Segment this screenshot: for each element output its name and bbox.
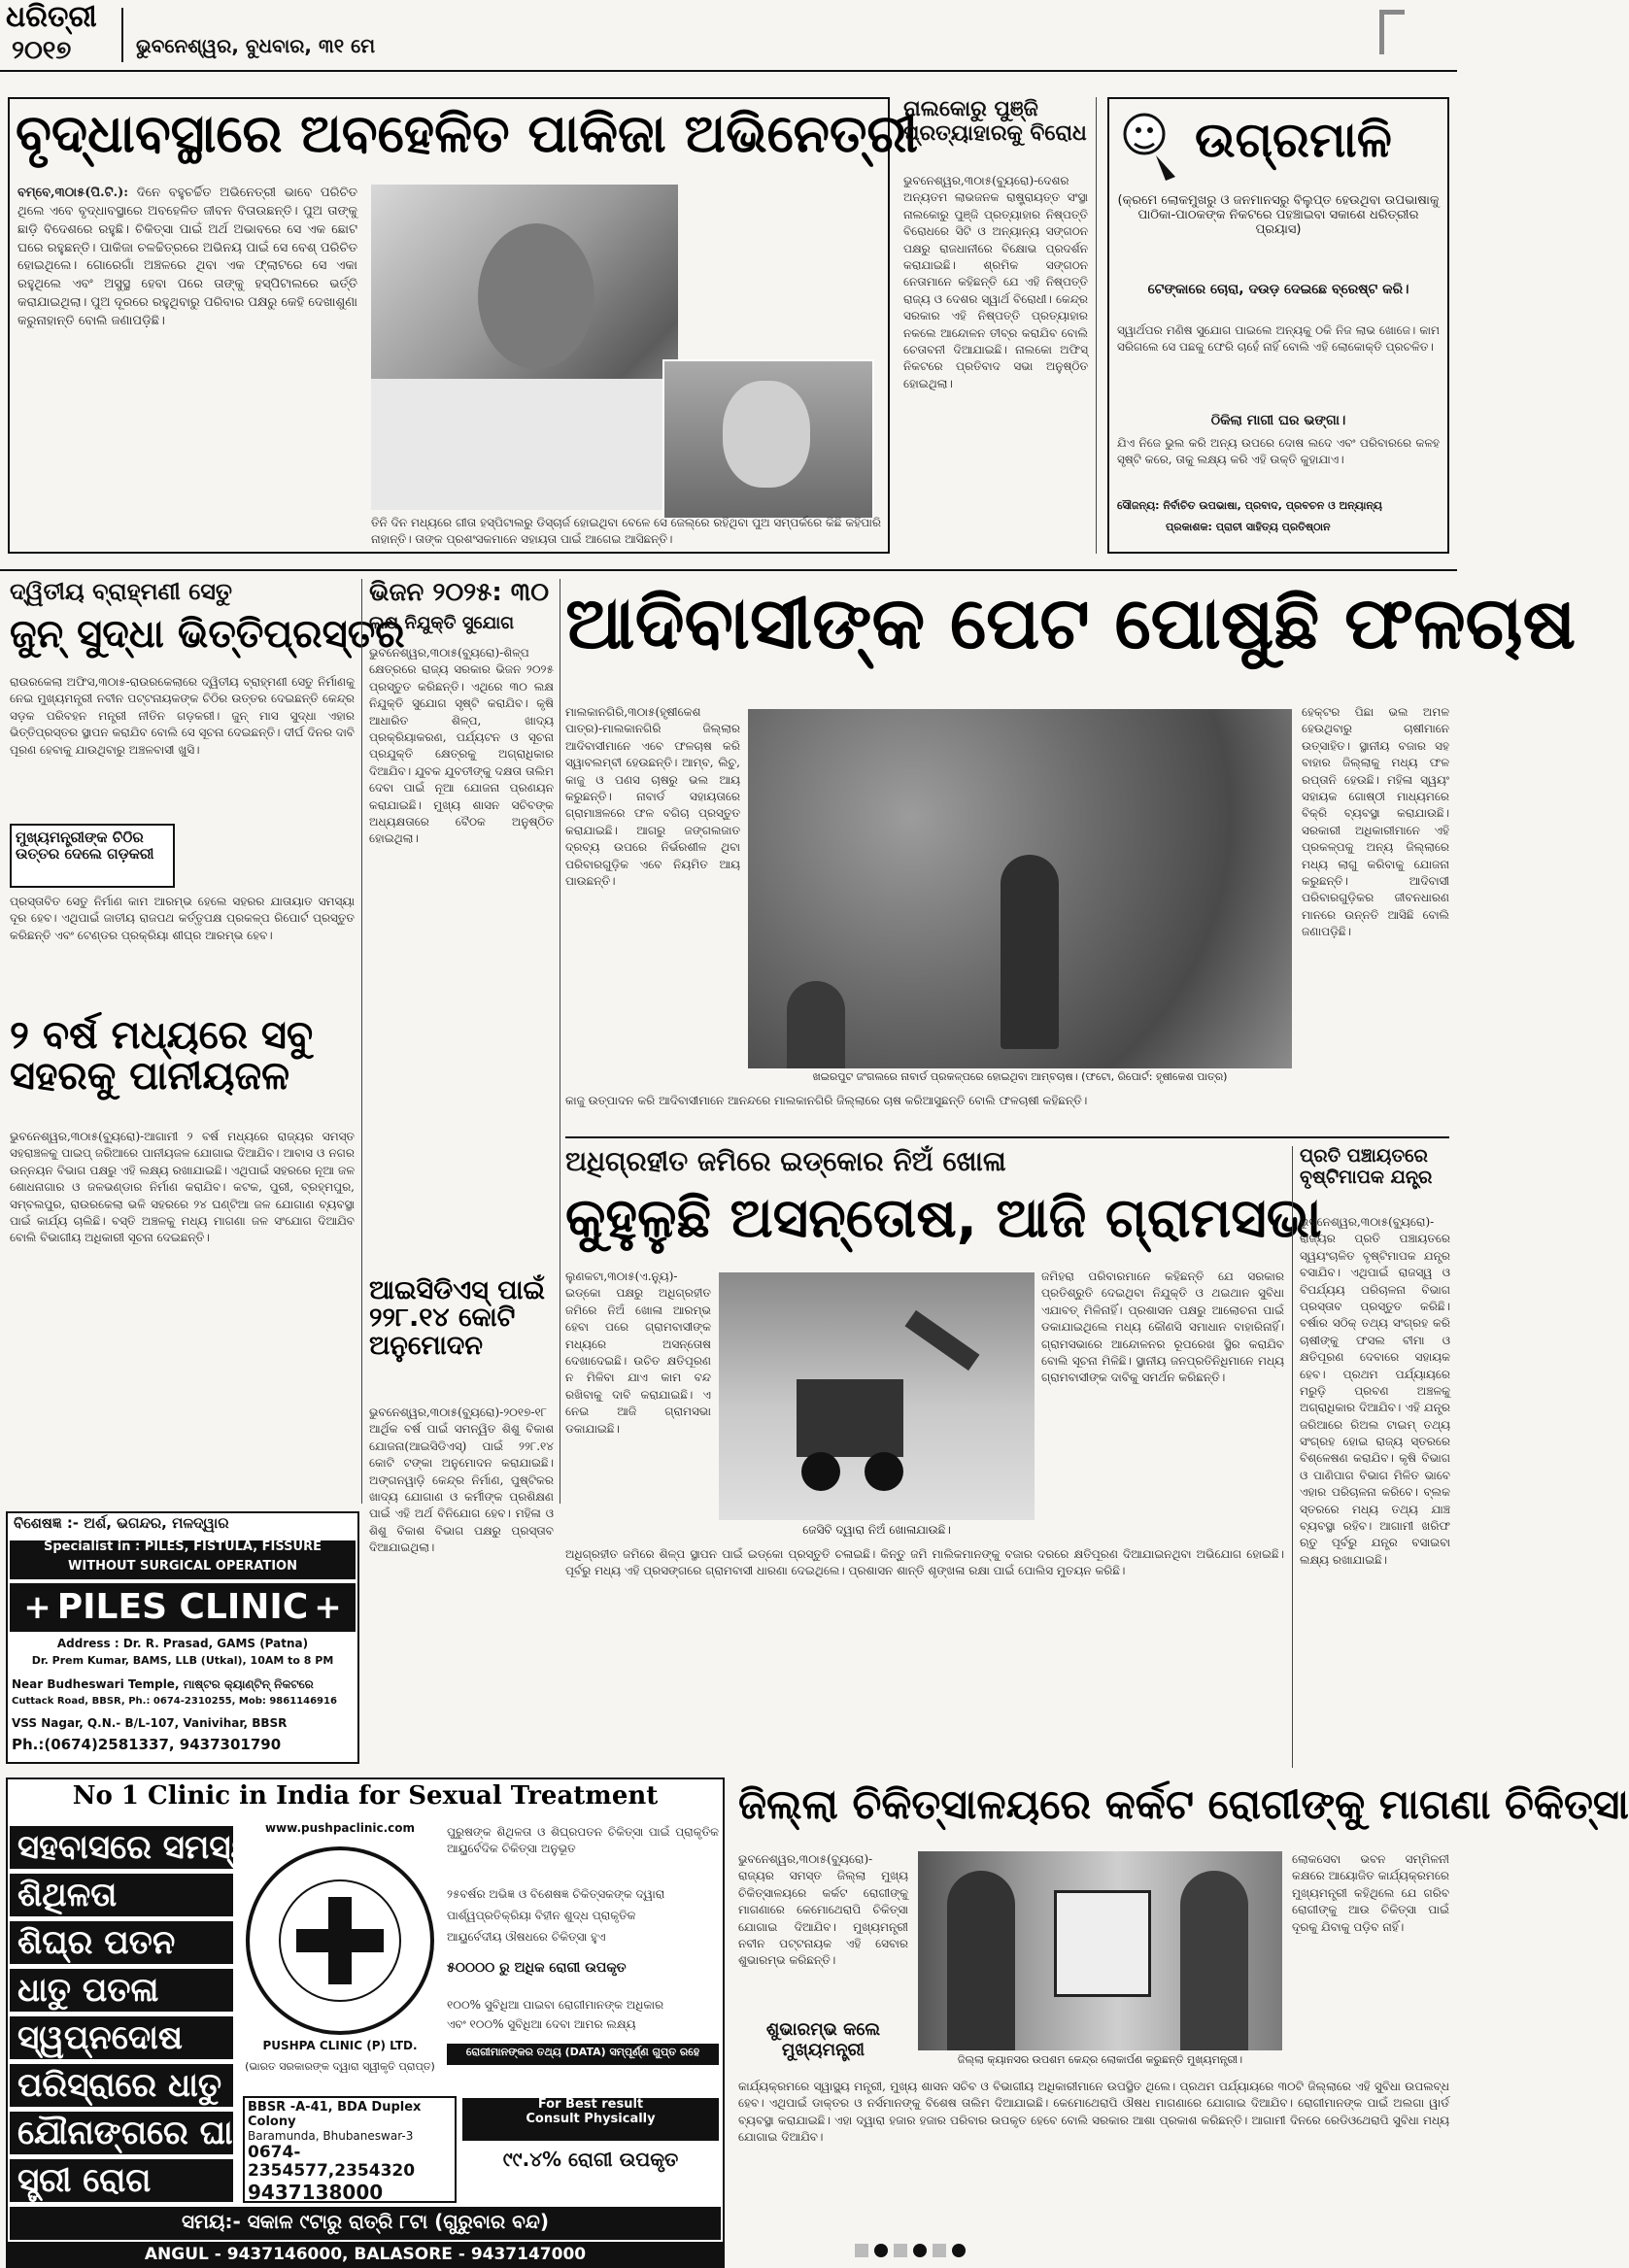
pushpa-problem-1: ସହବାସରେ ସମସ୍ୟା xyxy=(10,1826,233,1869)
section-rule xyxy=(0,569,1457,571)
piles-line2: WITHOUT SURGICAL OPERATION xyxy=(68,1559,297,1574)
registration-marks xyxy=(855,2244,966,2257)
lead-body-bottom: ତିନି ଦିନ ମଧ୍ୟରେ ଗୀତା ହସ୍ପିଟାଲରୁ ଡିସ୍‌ଚାର୍ଜ ହୋଇଥିବା ବେଳେ ସେ ଜେଲ୍‌ରେ ରହିଥିବା ପୁଅ ସମ୍ପର୍କରେ କିଛି କହିପାରି ନାହାନ୍ତି। ତାଙ୍କ ପ୍ରଶଂସକମାନେ ସହାୟତା ପାଇଁ ଆଗେଇ ଆସିଛନ୍ତି। xyxy=(371,516,881,547)
tribal-body-left: ମାଲକାନଗିରି,୩୦ା୫(ହୃଷୀକେଶ ପାତ୍ର)-ମାଲକାନଗିରି ଜିଲ୍ଲାର ଆଦିବାସୀମାନେ ଏବେ ଫଳଚାଷ କରି ସ୍ୱାବଲମ୍ବୀ ହେଉଛନ୍ତି। ଆମ୍ବ, ଲିଚୁ, କାଜୁ ଓ ପଣସ ଚାଷରୁ ଭଲ ଆୟ କରୁଛନ୍ତି। ନାବାର୍ଡ ସହାୟତାରେ ଗ୍ରାମାଞ୍ଚଳରେ ଫଳ ବଗିଚା ପ୍ରସ୍ତୁତ କରାଯାଇଛି। ଆଗରୁ ଜଙ୍ଗଲଜାତ ଦ୍ରବ୍ୟ ଉପରେ ନିର୍ଭରଶୀଳ ଥିବା ପରିବାରଗୁଡ଼ିକ ଏବେ ନିୟମିତ ଆୟ ପାଉଛନ୍ତି। xyxy=(565,705,740,888)
lead-body xyxy=(17,185,357,515)
pushpa-result1: For Best result xyxy=(537,2097,644,2112)
pushpa-problem-2: ଶିଥିଳତା xyxy=(10,1874,233,1916)
nalco-headline: ନାଲକୋରୁ ପୁଞ୍ଜି ପ୍ରତ୍ୟାହାରକୁ ବିରୋଧ xyxy=(903,97,1087,147)
pushpa-result-banner xyxy=(462,2098,719,2141)
icds-body: ଭୁବନେଶ୍ୱର,୩୦ା୫(ବ୍ୟୁରୋ)-୨୦୧୭-୧୮ ଆର୍ଥିକ ବର୍ଷ ପାଇଁ ସମନ୍ୱିତ ଶିଶୁ ବିକାଶ ଯୋଜନା(ଆଇସିଡିଏସ୍) ପାଇଁ ୨୨୮.୧୪ କୋଟି ଟଙ୍କା ଅନୁମୋଦନ କରାଯାଇଛି। ଅଙ୍ଗନୱାଡ଼ି କେନ୍ଦ୍ର ନିର୍ମାଣ, ପୁଷ୍ଟିକର ଖାଦ୍ୟ ଯୋଗାଣ ଓ କର୍ମୀଙ୍କ ପ୍ରଶିକ୍ଷଣ ପାଇଁ ଏହି ଅର୍ଥ ବିନିଯୋଗ ହେବ। ମହିଳା ଓ ଶିଶୁ ବିକାଶ ବିଭାଗ ପକ୍ଷରୁ ପ୍ରସ୍ତାବ ଦିଆଯାଇଥିଲା। xyxy=(369,1405,554,1555)
pushpa-govt: (ଭାରତ ସରକାରଙ୍କ ଦ୍ୱାରା ସ୍ୱୀକୃତି ପ୍ରାପ୍ତ) xyxy=(245,2060,435,2073)
newspaper-logo: ଧରିତ୍ରୀ xyxy=(6,0,97,34)
tribal-headline: ଆଦିବାସୀଙ୍କ ପେଟ ପୋଷୁଛି ଫଳଚାଷ xyxy=(565,582,1577,665)
pushpa-result2: Consult Physically xyxy=(526,2111,656,2126)
piles-title-banner xyxy=(10,1583,356,1632)
piles-line1: Specialist in : PILES, FISTULA, FISSURE xyxy=(44,1540,322,1554)
bridge-subhead-box xyxy=(10,824,175,888)
bridge-subhead: ମୁଖ୍ୟମନ୍ତ୍ରୀଙ୍କ ଚିଠିର ଉତ୍ତର ଦେଲେ ଗଡ଼କରୀ xyxy=(16,829,154,863)
pushpa-line-1: ପୁରୁଷଙ୍କ ଶିଥିଳତା ଓ ଶିଘ୍ରପତନ ଚିକିତ୍ସା ପାଇଁ ପ୍ରାକୃତିକ ଆୟୁର୍ବେଦିକ ଚିକିତ୍ସା ଅନୁଭୂତ xyxy=(447,1825,719,1856)
pushpa-timing-banner xyxy=(10,2207,721,2240)
pushpa-phone1: 0674-2354577,2354320 xyxy=(248,2142,416,2182)
lead-dateline: ବମ୍ବେ,୩୦ା୫(ପି.ଟି.): xyxy=(17,186,129,200)
column-divider xyxy=(1096,97,1097,554)
pushpa-success: ୯୯.୪% ରୋଗୀ ଉପକୃତ xyxy=(502,2148,679,2171)
ugha-title: ଉଗ୍ରମାଳି xyxy=(1195,112,1392,168)
pushpa-line-5: ୫୦୦୦୦ ରୁ ଅଧିକ ରୋଗୀ ଉପକୃତ xyxy=(447,1960,627,1976)
vision-body: ଭୁବନେଶ୍ୱର,୩୦ା୫(ବ୍ୟୁରୋ)-ଶିଳ୍ପ କ୍ଷେତ୍ରରେ ରାଜ୍ୟ ସରକାର ଭିଜନ ୨୦୨୫ ପ୍ରସ୍ତୁତ କରିଛନ୍ତି। ଏଥିରେ ୩୦ ଲକ୍ଷ ନିଯୁକ୍ତି ସୁଯୋଗ ସୃଷ୍ଟି କରାଯିବ। କୃଷି ଆଧାରିତ ଶିଳ୍ପ, ଖାଦ୍ୟ ପ୍ରକ୍ରିୟାକରଣ, ପର୍ଯ୍ୟଟନ ଓ ସୂଚନା ପ୍ରଯୁକ୍ତି କ୍ଷେତ୍ରକୁ ଅଗ୍ରାଧିକାର ଦିଆଯିବ। ଯୁବକ ଯୁବତୀଙ୍କୁ ଦକ୍ଷତା ତାଲିମ ଦେବା ପାଇଁ ନୂଆ ଯୋଜନା ପ୍ରଣୟନ କରାଯାଇଛି। ମୁଖ୍ୟ ଶାସନ ସଚିବଙ୍କ ଅଧ୍ୟକ୍ଷତାରେ ବୈଠକ ଅନୁଷ୍ଠିତ ହୋଇଥିଲା। xyxy=(369,646,554,846)
rain-headline: ପ୍ରତି ପଞ୍ଚାୟତରେ ବୃଷ୍ଟିମାପକ ଯନ୍ତ୍ର xyxy=(1300,1145,1433,1188)
bridge-kicker: ଦ୍ୱିତୀୟ ବ୍ରାହ୍ମଣୀ ସେତୁ xyxy=(10,578,233,605)
land-body-bottom: ଅଧିଗ୍ରହୀତ ଜମିରେ ଶିଳ୍ପ ସ୍ଥାପନ ପାଇଁ ଇଡ୍‌କୋ ପ୍ରସ୍ତୁତି ଚଳାଇଛି। କିନ୍ତୁ ଜମି ମାଲିକମାନଙ୍କୁ ବଜାର ଦରରେ କ୍ଷତିପୂରଣ ଦିଆଯାଇନଥିବା ଅଭିଯୋଗ ହୋଇଛି। ପୂର୍ବରୁ ମଧ୍ୟ ଏହି ପ୍ରସଙ୍ଗରେ ଗ୍ରାମବାସୀ ଧାରଣା ଦେଇଥିଲେ। ପ୍ରଶାସନ ଶାନ୍ତି ଶୃଙ୍ଖଳା ରକ୍ଷା ପାଇଁ ପୋଲିସ ମୁତୟନ କରିଛି। xyxy=(565,1547,1284,1578)
tribal-body-bottom: କାଜୁ ଉତ୍ପାଦନ କରି ଆଦିବାସୀମାନେ ଆନନ୍ଦରେ ମାଲକାନଗିରି ଜିଲ୍ଲାରେ ଚାଷ କରିଆସୁଛନ୍ତି ବୋଲି ଫଳଚାଷୀ କହିଛନ୍ତି। xyxy=(565,1094,1088,1107)
vision-headline: ଲକ୍ଷ ନିଯୁକ୍ତି ସୁଯୋଗ xyxy=(369,613,515,633)
pushpa-line-4: ଆୟୁର୍ବେଦୀୟ ଔଷଧରେ ଚିକିତ୍ସା ହୁଏ xyxy=(447,1930,606,1944)
ugha-item1-body: ସ୍ୱାର୍ଥପର ମଣିଷ ସୁଯୋଗ ପାଇଲେ ଅନ୍ୟକୁ ଠକି ନିଜ ଲାଭ ଖୋଜେ। କାମ ସରିଗଲେ ସେ ପଛକୁ ଫେରି ଚାହେଁ ନାହିଁ ବୋଲି ଏହି ଲୋକୋକ୍ତି ପ୍ରଚଳିତ। xyxy=(1117,323,1440,355)
year: ୨୦୧୭ xyxy=(12,36,72,65)
pushpa-data-note: ରୋଗୀମାନଙ୍କର ତଥ୍ୟ (DATA) ସମ୍ପୂର୍ଣ୍ଣ ଗୁପ୍ତ ରହେ xyxy=(465,2046,700,2058)
tribal-body-right: ହେକ୍ଟର ପିଛା ଭଲ ଅମଳ ହେଉଥିବାରୁ ଚାଷୀମାନେ ଉତ୍ସାହିତ। ସ୍ଥାନୀୟ ବଜାର ସହ ବାହାର ଜିଲ୍ଲାକୁ ମଧ୍ୟ ଫଳ ରପ୍ତାନି ହେଉଛି। ମହିଳା ସ୍ୱୟଂ ସହାୟକ ଗୋଷ୍ଠୀ ମାଧ୍ୟମରେ ବିକ୍ରି ବ୍ୟବସ୍ଥା କରାଯାଉଛି। ସରକାରୀ ଅଧିକାରୀମାନେ ଏହି ପ୍ରକଳ୍ପକୁ ଅନ୍ୟ ଜିଲ୍ଲାରେ ମଧ୍ୟ ଲାଗୁ କରିବାକୁ ଯୋଜନା କରୁଛନ୍ତି। ଆଦିବାସୀ ପରିବାରଗୁଡ଼ିକର ଜୀବନଧାରଣ ମାନରେ ଉନ୍ନତି ଆସିଛି ବୋଲି ଜଣାପଡ଼ିଛି। xyxy=(1302,705,1449,939)
pushpa-line-6: ୧୦୦% ସୁବିଧିଆ ପାଇବା ରୋଗୀମାନଙ୍କ ଅଧିକାର xyxy=(447,1998,664,2012)
piles-clinic-name: PILES CLINIC xyxy=(56,1587,309,1628)
jcb-digging-photo xyxy=(719,1272,1035,1520)
piles-specialist: ବିଶେଷଜ୍ଞ :- ଅର୍ଶ, ଭଗନ୍ଦର, ମଳଦ୍ୱାର xyxy=(14,1514,229,1532)
land-caption: ଜେସିବି ଦ୍ୱାରା ନିଅଁ ଖୋଳାଯାଉଛି। xyxy=(802,1523,951,1537)
ugha-item1-title: ଟେଙ୍କାରେ ଚୋରା, ଦଉଡ଼ ଦେଇଛେ ବ୍ରେଷ୍ଟ କରି। xyxy=(1147,282,1409,297)
pushpa-seal-logo xyxy=(243,1844,437,2038)
bridge-headline: ଜୁନ୍ ସୁଦ୍ଧା ଭିତ୍ତିପ୍ରସ୍ତର xyxy=(10,612,405,657)
piles-doc1: Address : Dr. R. Prasad, GAMS (Patna) xyxy=(56,1637,309,1650)
lead-headline: ବୃଦ୍ଧାବସ୍ଥାରେ ଅବହେଳିତ ପାକିଜା ଅଭିନେତ୍ରୀ xyxy=(16,103,919,164)
footer-branches-banner xyxy=(6,2244,725,2268)
pushpa-problem-7: ଯୌନାଙ୍ଗରେ ଘା xyxy=(10,2112,233,2154)
plus-icon: + xyxy=(23,1588,51,1627)
cancer-caption: ଜିଲ୍ଲା କ୍ୟାନସର ଉପଶମ କେନ୍ଦ୍ର ଲୋକାର୍ପଣ କରୁଛନ୍ତି ମୁଖ୍ୟମନ୍ତ୍ରୀ। xyxy=(957,2053,1243,2066)
page-corner-mark xyxy=(1379,10,1405,54)
ugha-source: ସୌଜନ୍ୟ: ନିର୍ବାଚିତ ଉପଭାଷା, ପ୍ରବାଦ, ପ୍ରବଚନ ଓ ଅନ୍ୟାନ୍ୟ xyxy=(1117,499,1383,512)
dateline: ଭୁବନେଶ୍ୱର, ବୁଧବାର, ୩୧ ମେ xyxy=(136,34,376,57)
piles-addr2: Cuttack Road, BBSR, Ph.: 0674-2310255, Mob: 9861146916 xyxy=(12,1696,337,1707)
piles-phone: Ph.:(0674)2581337, 9437301790 xyxy=(12,1736,282,1753)
nalco-body: ଭୁବନେଶ୍ୱର,୩୦ା୫(ବ୍ୟୁରୋ)-ଦେଶର ଅନ୍ୟତମ ଲାଭଜନକ ରାଷ୍ଟ୍ରାୟତ୍ତ ସଂସ୍ଥା ନାଲକୋରୁ ପୁଞ୍ଜି ପ୍ରତ୍ୟାହାର ନିଷ୍ପତ୍ତି ବିରୋଧରେ ସିଟି ଓ ଅନ୍ୟାନ୍ୟ ସଙ୍ଗଠନ ପକ୍ଷରୁ ରାଜଧାନୀରେ ବିକ୍ଷୋଭ ପ୍ରଦର୍ଶନ କରାଯାଇଛି। ଶ୍ରମିକ ସଙ୍ଗଠନ ନେତାମାନେ କହିଛନ୍ତି ଯେ ଏହି ନିଷ୍ପତ୍ତି ରାଜ୍ୟ ଓ ଦେଶର ସ୍ୱାର୍ଥ ବିରୋଧୀ। କେନ୍ଦ୍ର ସରକାର ଏହି ନିଷ୍ପତ୍ତି ପ୍ରତ୍ୟାହାର ନକଲେ ଆନ୍ଦୋଳନ ତୀବ୍ର କରାଯିବ ବୋଲି ଚେତାବନୀ ଦିଆଯାଇଛି। ନାଲକୋ ଅଫିସ୍ ନିକଟରେ ପ୍ରତିବାଦ ସଭା ଅନୁଷ୍ଠିତ ହୋଇଥିଲା। xyxy=(903,174,1088,390)
mango-orchard-photo xyxy=(748,709,1292,1068)
cancer-body-bottom: କାର୍ଯ୍ୟକ୍ରମରେ ସ୍ୱାସ୍ଥ୍ୟ ମନ୍ତ୍ରୀ, ମୁଖ୍ୟ ଶାସନ ସଚିବ ଓ ବିଭାଗୀୟ ଅଧିକାରୀମାନେ ଉପସ୍ଥିତ ଥିଲେ। ପ୍ରଥମ ପର୍ଯ୍ୟାୟରେ ୩୦ଟି ଜିଲ୍ଲାରେ ଏହି ସୁବିଧା ଉପଲବ୍ଧ ହେବ। ଏଥିପାଇଁ ଡାକ୍ତର ଓ ନର୍ସମାନଙ୍କୁ ବିଶେଷ ତାଲିମ ଦିଆଯାଇଛି। କେମୋଥେରାପି ଔଷଧ ମାଗଣାରେ ଯୋଗାଇ ଦିଆଯିବ। ରୋଗୀମାନଙ୍କ ପାଇଁ ଅଲଗା ୱାର୍ଡ ବ୍ୟବସ୍ଥା କରାଯାଇଛି। ଏହା ଦ୍ୱାରା ହଜାର ହଜାର ପରିବାର ଉପକୃତ ହେବେ ବୋଲି ସରକାର ଆଶା ପ୍ରକାଶ କରିଛନ୍ତି। ଆଗାମୀ ଦିନରେ ରେଡିଓଥେରାପି ସୁବିଧା ମଧ୍ୟ ଯୋଗାଇ ଦିଆଯିବ। xyxy=(738,2080,1449,2145)
plus-icon: + xyxy=(314,1588,342,1627)
pushpa-problem-5: ସ୍ୱପ୍ନଦୋଷ xyxy=(10,2016,233,2059)
water-body: ଭୁବନେଶ୍ୱର,୩୦ା୫(ବ୍ୟୁରୋ)-ଆଗାମୀ ୨ ବର୍ଷ ମଧ୍ୟରେ ରାଜ୍ୟର ସମସ୍ତ ସହରାଞ୍ଚଳକୁ ପାଇପ୍ ଜରିଆରେ ପାନୀୟଜଳ ଯୋଗାଇ ଦିଆଯିବ। ଆବାସ ଓ ନଗର ଉନ୍ନୟନ ବିଭାଗ ପକ୍ଷରୁ ଏହି ଲକ୍ଷ୍ୟ ରଖାଯାଇଛି। ଏଥିପାଇଁ ସହରରେ ନୂଆ ଜଳ ଶୋଧନାଗାର ଓ ଜଳଭଣ୍ଡାର ନିର୍ମାଣ କରାଯିବ। କଟକ, ପୁରୀ, ବ୍ରହ୍ମପୁର, ସମ୍ବଲପୁର, ରାଉରକେଲା ଭଳି ସହରରେ ୨୪ ଘଣ୍ଟିଆ ଜଳ ଯୋଗାଣ ବ୍ୟବସ୍ଥା ପାଇଁ କାର୍ଯ୍ୟ ଚାଲିଛି। ବସ୍ତି ଅଞ୍ଚଳକୁ ମଧ୍ୟ ମାଗଣା ଜଳ ସଂଯୋଗ ଦିଆଯିବ ବୋଲି ବିଭାଗୀୟ ଅଧିକାରୀ ସୂଚନା ଦେଇଛନ୍ତି। xyxy=(10,1130,355,1245)
ugha-item2-body: ଯିଏ ନିଜେ ଭୁଲ କରି ଅନ୍ୟ ଉପରେ ଦୋଷ ଲଦେ ଏବଂ ପରିବାରରେ କଳହ ସୃଷ୍ଟି କରେ, ତାକୁ ଲକ୍ଷ୍ୟ କରି ଏହି ଉକ୍ତି କୁହାଯାଏ। xyxy=(1117,436,1440,467)
vision-kicker: ଭିଜନ ୨୦୨୫: ୩୦ xyxy=(369,578,550,607)
section-rule xyxy=(565,1136,1449,1138)
ugha-mascot-icon xyxy=(1117,107,1185,185)
pushpa-title: No 1 Clinic in India for Sexual Treatment xyxy=(72,1781,659,1811)
pushpa-line-7: ଏବଂ ୧୦୦% ସୁବିଧିଆ ଦେବା ଆମର ଲକ୍ଷ୍ୟ xyxy=(447,2017,636,2031)
pushpa-data-note-banner xyxy=(447,2044,719,2065)
bridge-body: ରାଉରକେଲା ଅଫିସ,୩୦ା୫-ରାଉରକେଲାରେ ଦ୍ୱିତୀୟ ବ୍ରାହ୍ମଣୀ ସେତୁ ନିର୍ମାଣକୁ ନେଇ ମୁଖ୍ୟମନ୍ତ୍ରୀ ନବୀନ ପଟ୍ଟନାୟକଙ୍କ ଚିଠିର ଉତ୍ତର ଦେଇଛନ୍ତି କେନ୍ଦ୍ର ସଡ଼କ ପରିବହନ ମନ୍ତ୍ରୀ ନୀତିନ ଗଡ଼କରୀ। ଜୁନ୍ ମାସ ସୁଦ୍ଧା ଏହାର ଭିତ୍ତିପ୍ରସ୍ତର ସ୍ଥାପନ କରାଯିବ ବୋଲି ସେ ସୂଚନା ଦେଇଛନ୍ତି। ଦୀର୍ଘ ଦିନର ଦାବି ପୂରଣ ହେବାକୁ ଯାଉଥିବାରୁ ଅଞ୍ଚଳବାସୀ ଖୁସି। xyxy=(10,675,355,757)
column-divider xyxy=(361,579,362,1504)
water-headline: ୨ ବର୍ଷ ମଧ୍ୟରେ ସବୁ ସହରକୁ ପାନୀୟଜଳ xyxy=(10,1013,314,1099)
ugha-item2-title: ଠିକିଲା ମାଗୀ ଘର ଭଙ୍ଗା। xyxy=(1210,413,1346,428)
pushpa-phone2: 9437138000 xyxy=(248,2180,384,2204)
pushpa-line-2: ୨୫ବର୍ଷର ଅଭିଜ୍ଞ ଓ ବିଶେଷଜ୍ଞ ଚିକିତ୍ସକଙ୍କ ଦ୍ୱାରା xyxy=(447,1887,665,1901)
piles-addr3: VSS Nagar, Q.N.- B/L-107, Vanivihar, BBSR xyxy=(12,1716,288,1730)
lead-body-text: ଦିନେ ବହୁଚର୍ଚ୍ଚିତ ଅଭିନେତ୍ରୀ ଭାବେ ପରିଚିତ ଥିଲେ ଏବେ ବୃଦ୍ଧାବସ୍ଥାରେ ଅବହେଳିତ ଜୀବନ ବିତାଉଛନ୍ତି। ପୁଅ ତାଙ୍କୁ ଛାଡ଼ି ବିଦେଶରେ ରହୁଛି। ଚିକିତ୍ସା ପାଇଁ ଅର୍ଥ ଅଭାବରେ ସେ ଏକ ଛୋଟ ଘରେ ରହୁଛନ୍ତି। ପାକିଜା ଚଳଚ୍ଚିତ୍ରରେ ଅଭିନୟ ପାଇଁ ସେ ବେଶ୍ ପରିଚିତ ହୋଇଥିଲେ। ଗୋରେଗାଁ ଅଞ୍ଚଳରେ ଥିବା ଏକ ଫ୍ଲାଟରେ ସେ ଏକା ରହୁଥିଲେ ଏବଂ ଅସୁସ୍ଥ ହେବା ପରେ ତାଙ୍କୁ ହସ୍ପିଟାଲରେ ଭର୍ତ୍ତି କରାଯାଇଥିଲା। ପୁଅ ଦୂରରେ ରହୁଥିବାରୁ ପରିବାର ପକ୍ଷରୁ କେହି ଦେଖାଶୁଣା କରୁନାହାନ୍ତି ବୋଲି ଜଣାପଡ଼ିଛି। xyxy=(17,186,357,328)
masthead xyxy=(0,0,1457,68)
piles-doc2: Dr. Prem Kumar, BAMS, LLB (Utkal), 10AM to 8 PM xyxy=(31,1654,334,1667)
bridge-body2: ପ୍ରସ୍ତାବିତ ସେତୁ ନିର୍ମାଣ କାମ ଆରମ୍ଭ ହେଲେ ସହରର ଯାତାୟାତ ସମସ୍ୟା ଦୂର ହେବ। ଏଥିପାଇଁ ଜାତୀୟ ରାଜପଥ କର୍ତ୍ତୃପକ୍ଷ ପ୍ରକଳ୍ପ ରିପୋର୍ଟ ପ୍ରସ୍ତୁତ କରିଛନ୍ତି ଏବଂ ଟେଣ୍ଡର ପ୍ରକ୍ରିୟା ଶୀଘ୍ର ଆରମ୍ଭ ହେବ। xyxy=(10,895,355,942)
actress-film-still-photo xyxy=(662,359,874,520)
cancer-headline: ଜିଲ୍ଲା ଚିକିତ୍ସାଳୟରେ କର୍କଟ ରୋଗୀଙ୍କୁ ମାଗଣା ଚିକିତ୍ସା xyxy=(738,1780,1629,1828)
cancer-body-top: ଭୁବନେଶ୍ୱର,୩୦ା୫(ବ୍ୟୁରୋ)-ରାଜ୍ୟର ସମସ୍ତ ଜିଲ୍ଲା ମୁଖ୍ୟ ଚିକିତ୍ସାଳୟରେ କର୍କଟ ରୋଗୀଙ୍କୁ ମାଗଣାରେ କେମୋଥେରାପି ଚିକିତ୍ସା ଯୋଗାଇ ଦିଆଯିବ। ମୁଖ୍ୟମନ୍ତ୍ରୀ ନବୀନ ପଟ୍ଟନାୟକ ଏହି ସେବାର ଶୁଭାରମ୍ଭ କରିଛନ୍ତି। xyxy=(738,1852,908,1968)
pushpa-addr1: BBSR -A-41, BDA Duplex Colony xyxy=(248,2100,422,2129)
cancer-subhead: ଶୁଭାରମ୍ଭ କଲେ ମୁଖ୍ୟମନ୍ତ୍ରୀ xyxy=(765,2019,881,2060)
pushpa-addr2: Baramunda, Bhubaneswar-3 xyxy=(248,2128,414,2143)
land-headline: କୁହୁଳୁଛି ଅସନ୍ତୋଷ, ଆଜି ଗ୍ରାମସଭା xyxy=(565,1187,1322,1250)
tribal-caption: ଖଇରପୁଟ ଜଂଗଲରେ ନାବାର୍ଡ ପ୍ରକଳ୍ପରେ ହୋଇଥିବା ଆମ୍ବଚାଷ। (ଫଟୋ, ରିପୋର୍ଟ: ହୃଷୀକେଶ ପାତ୍ର) xyxy=(812,1070,1228,1083)
pushpa-problem-3: ଶିଘ୍ର ପତନ xyxy=(10,1921,233,1964)
pushpa-address-block xyxy=(243,2096,457,2203)
pushpa-website[interactable]: www.pushpaclinic.com xyxy=(264,1821,416,1835)
piles-addr1: Near Budheswari Temple, ମାଷ୍ଟର କ୍ୟାଣ୍ଟିନ୍ ନିକଟରେ xyxy=(12,1677,314,1691)
pushpa-problem-8: ସ୍ତ୍ରୀ ରୋଗ xyxy=(10,2159,233,2202)
land-body-top: ଲୁଣକଟା,୩୦ା୫(ଏ.ନ୍ୟୁ)-ଇଡ୍‌କୋ ପକ୍ଷରୁ ଅଧିଗ୍ରହୀତ ଜମିରେ ନିଅଁ ଖୋଳା ଆରମ୍ଭ ହେବା ପରେ ଗ୍ରାମବାସୀଙ୍କ ମଧ୍ୟରେ ଅସନ୍ତୋଷ ଦେଖାଦେଇଛି। ଉଚିତ କ୍ଷତିପୂରଣ ନ ମିଳିବା ଯାଏ କାମ ବନ୍ଦ ରଖିବାକୁ ଦାବି କରାଯାଇଛି। ଏ ନେଇ ଆଜି ଗ୍ରାମସଭା ଡକାଯାଇଛି। xyxy=(565,1269,711,1436)
piles-specialist-banner xyxy=(10,1540,356,1579)
ugha-publisher: ପ୍ରକାଶକ: ପ୍ରାଚୀ ସାହିତ୍ୟ ପ୍ରତିଷ୍ଠାନ xyxy=(1166,521,1331,533)
masthead-divider xyxy=(121,8,123,62)
column-divider xyxy=(1292,1146,1293,1768)
pushpa-problem-4: ଧାତୁ ପତଳା xyxy=(10,1969,233,2012)
pushpa-problem-6: ପରିସ୍ରାରେ ଧାତୁ xyxy=(10,2064,233,2107)
pushpa-line-3: ପାର୍ଶ୍ୱପ୍ରତିକ୍ରିୟା ବିହୀନ ଶୁଦ୍ଧ ପ୍ରାକୃତିକ xyxy=(447,1909,636,1922)
rain-body: ଭୁବନେଶ୍ୱର,୩୦ା୫(ବ୍ୟୁରୋ)-ରାଜ୍ୟର ପ୍ରତି ପଞ୍ଚାୟତରେ ସ୍ୱୟଂଚାଳିତ ବୃଷ୍ଟିମାପକ ଯନ୍ତ୍ର ବସାଯିବ। ଏଥିପାଇଁ ରାଜସ୍ୱ ଓ ବିପର୍ଯ୍ୟୟ ପରିଚାଳନା ବିଭାଗ ପ୍ରସ୍ତାବ ପ୍ରସ୍ତୁତ କରିଛି। ବର୍ଷାର ସଠିକ୍ ତଥ୍ୟ ସଂଗ୍ରହ କରି ଚାଷୀଙ୍କୁ ଫସଲ ବୀମା ଓ କ୍ଷତିପୂରଣ ଦେବାରେ ସହାୟକ ହେବ। ପ୍ରଥମ ପର୍ଯ୍ୟାୟରେ ମରୁଡ଼ି ପ୍ରବଣ ଅଞ୍ଚଳକୁ ଅଗ୍ରାଧିକାର ଦିଆଯିବ। ଏହି ଯନ୍ତ୍ର ଜରିଆରେ ରିଅଲ ଟାଇମ୍ ତଥ୍ୟ ସଂଗ୍ରହ ହୋଇ ରାଜ୍ୟ ସ୍ତରରେ ବିଶ୍ଳେଷଣ କରାଯିବ। କୃଷି ବିଭାଗ ଓ ପାଣିପାଗ ବିଭାଗ ମିଳିତ ଭାବେ ଏହାର ପରିଚାଳନା କରିବେ। ବ୍ଲକ ସ୍ତରରେ ମଧ୍ୟ ତଥ୍ୟ ଯାଞ୍ଚ ବ୍ୟବସ୍ଥା ରହିବ। ଆଗାମୀ ଖରିଫ ଋତୁ ପୂର୍ବରୁ ଯନ୍ତ୍ର ବସାଇବା ଲକ୍ଷ୍ୟ ରଖାଯାଇଛି। xyxy=(1300,1215,1450,1567)
icds-headline: ଆଇସିଡିଏସ୍ ପାଇଁ ୨୨୮.୧୪ କୋଟି ଅନୁମୋଦନ xyxy=(369,1275,546,1361)
masthead-rule xyxy=(0,70,1457,72)
actress-hospital-photo xyxy=(371,185,678,510)
cancer-body-right: ଲୋକସେବା ଭବନ ସମ୍ମିଳନୀ କକ୍ଷରେ ଆୟୋଜିତ କାର୍ଯ୍ୟକ୍ରମରେ ମୁଖ୍ୟମନ୍ତ୍ରୀ କହିଥିଲେ ଯେ ଗରିବ ରୋଗୀଙ୍କୁ ଆଉ ଚିକିତ୍ସା ପାଇଁ ଦୂରକୁ ଯିବାକୁ ପଡ଼ିବ ନାହିଁ। xyxy=(1292,1852,1449,1934)
pushpa-timing: ସମୟ:- ସକାଳ ୯ଟାରୁ ରାତ୍ରି ୮ଟା (ଗୁରୁବାର ବନ୍ଦ) xyxy=(182,2210,549,2233)
pushpa-branches: ANGUL - 9437146000, BALASORE - 9437147000 xyxy=(144,2245,587,2264)
ugha-intro: (କ୍ରମେ ଲୋକମୁଖରୁ ଓ ଜନମାନସରୁ ବିଲୁପ୍ତ ହେଉଥିବା ଉପଭାଷାକୁ ପାଠିକା-ପାଠକଙ୍କ ନିକଟରେ ପହଞ୍ଚାଇବା ସକାଶେ ଧରିତ୍ରୀର ପ୍ରୟାସ) xyxy=(1117,193,1440,237)
land-kicker: ଅଧିଗ୍ରହୀତ ଜମିରେ ଇଡ୍‌କୋର ନିଅଁ ଖୋଳା xyxy=(565,1145,1006,1177)
pushpa-seal-text: PUSHPA CLINIC (P) LTD. xyxy=(262,2039,418,2052)
land-body-mid: ଜମିହରା ପରିବାରମାନେ କହିଛନ୍ତି ଯେ ସରକାର ପ୍ରତିଶ୍ରୁତି ଦେଇଥିବା ନିଯୁକ୍ତି ଓ ଥଇଥାନ ସୁବିଧା ଏଯାବତ୍ ମିଳିନାହିଁ। ପ୍ରଶାସନ ପକ୍ଷରୁ ଆଲୋଚନା ପାଇଁ ଡକାଯାଇଥିଲେ ମଧ୍ୟ କୌଣସି ସମାଧାନ ବାହାରିନାହିଁ। ଗ୍ରାମସଭାରେ ଆନ୍ଦୋଳନର ରୂପରେଖ ସ୍ଥିର କରାଯିବ ବୋଲି ସୂଚନା ମିଳିଛି। ସ୍ଥାନୀୟ ଜନପ୍ରତିନିଧିମାନେ ମଧ୍ୟ ଗ୍ରାମବାସୀଙ୍କ ଦାବିକୁ ସମର୍ଥନ କରିଛନ୍ତି। xyxy=(1041,1269,1284,1385)
cm-inauguration-photo xyxy=(918,1851,1282,2050)
